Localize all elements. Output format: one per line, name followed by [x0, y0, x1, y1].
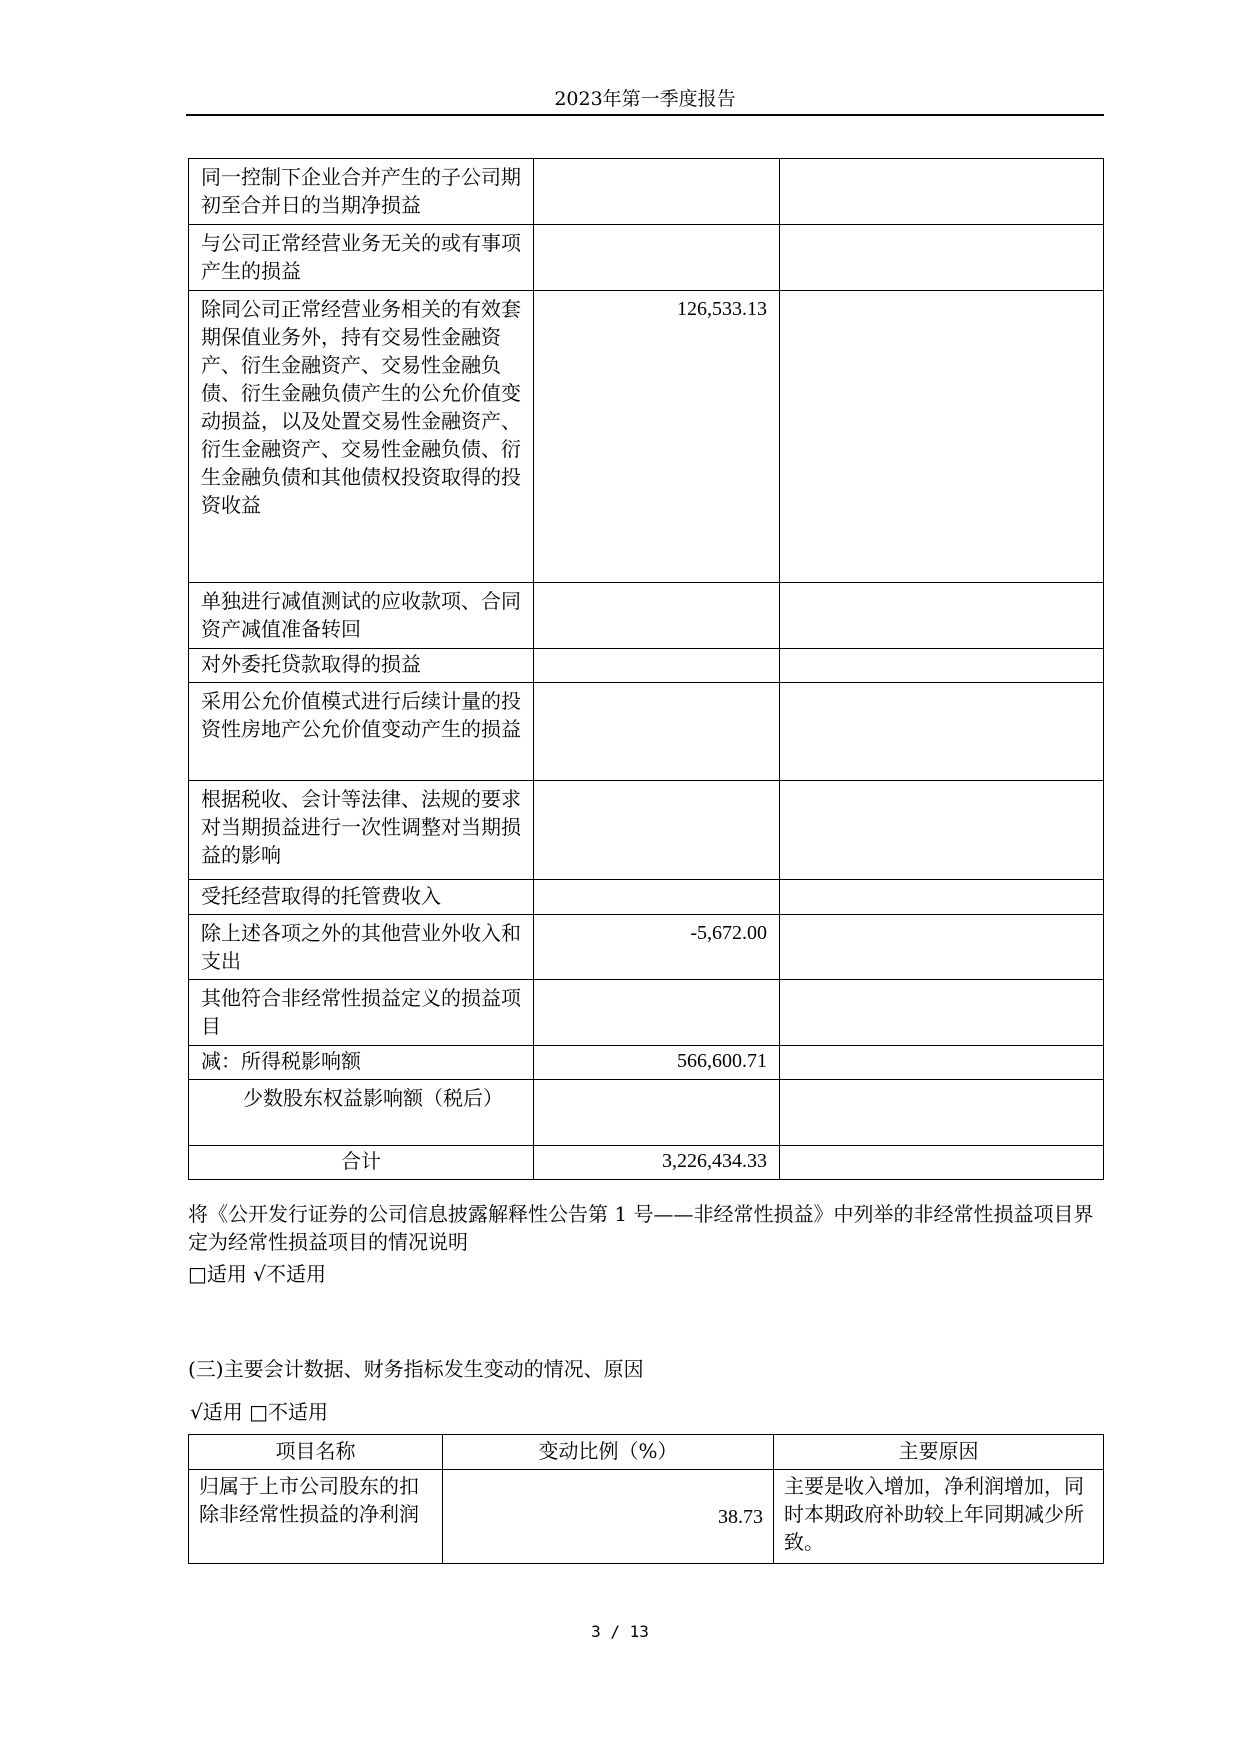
item-cell: 少数股东权益影响额（税后） — [189, 1080, 534, 1146]
note-cell — [780, 1080, 1104, 1146]
section-heading: (三)主要会计数据、财务指标发生变动的情况、原因 — [188, 1357, 644, 1381]
amount-cell — [534, 880, 780, 915]
item-cell: 除同公司正常经营业务相关的有效套期保值业务外，持有交易性金融资产、衍生金融资产、交易性金融负债、衍生金融负债产生的公允价值变动损益，以及处置交易性金融资产、衍生金融资产、交易性金融负债、衍生金融负债和其他债权投资取得的投资收益 — [189, 291, 534, 583]
change-reason-table — [188, 1434, 1104, 1564]
item-cell: 对外委托贷款取得的损益 — [189, 649, 534, 683]
table-row-total — [189, 1146, 1104, 1180]
amount-cell — [534, 159, 780, 225]
item-cell: 受托经营取得的托管费收入 — [189, 880, 534, 915]
table-row — [189, 915, 1104, 980]
amount-cell — [534, 583, 780, 649]
table-row — [189, 159, 1104, 225]
table-row — [189, 1046, 1104, 1080]
note-cell — [780, 880, 1104, 915]
page-header-title: 2023年第一季度报告 — [554, 88, 736, 110]
note-cell — [780, 649, 1104, 683]
note-cell — [780, 1146, 1104, 1180]
non-recurring-gains-table — [188, 158, 1104, 1180]
table-header-row — [189, 1435, 1104, 1470]
applicability-section3: √适用 □不适用 — [190, 1400, 328, 1424]
note-cell — [780, 915, 1104, 980]
table-row — [189, 1080, 1104, 1146]
table-row — [189, 1470, 1104, 1564]
item-cell: 采用公允价值模式进行后续计量的投资性房地产公允价值变动产生的损益 — [189, 683, 534, 781]
column-header: 项目名称 — [189, 1435, 443, 1470]
total-label-cell: 合计 — [189, 1146, 534, 1180]
item-cell: 单独进行减值测试的应收款项、合同资产减值准备转回 — [189, 583, 534, 649]
item-cell: 减：所得税影响额 — [189, 1046, 534, 1080]
table-row — [189, 683, 1104, 781]
item-cell: 与公司正常经营业务无关的或有事项产生的损益 — [189, 225, 534, 291]
ratio-cell: 38.73 — [443, 1470, 774, 1564]
amount-cell: 566,600.71 — [534, 1046, 780, 1080]
classification-note: 将《公开发行证券的公司信息披露解释性公告第 1 号——非经常性损益》中列举的非经常性损益项目界定为经常性损益项目的情况说明 — [188, 1202, 1094, 1254]
amount-cell — [534, 649, 780, 683]
page-number: 3 / 13 — [591, 1622, 649, 1641]
amount-cell — [534, 1080, 780, 1146]
table-row — [189, 291, 1104, 583]
column-header: 变动比例（%） — [443, 1435, 774, 1470]
note-cell — [780, 781, 1104, 880]
column-header: 主要原因 — [774, 1435, 1104, 1470]
note-cell — [780, 225, 1104, 291]
table-row — [189, 225, 1104, 291]
item-name-cell: 归属于上市公司股东的扣除非经常性损益的净利润 — [189, 1470, 443, 1564]
item-cell: 根据税收、会计等法律、法规的要求对当期损益进行一次性调整对当期损益的影响 — [189, 781, 534, 880]
table-row — [189, 583, 1104, 649]
item-cell: 同一控制下企业合并产生的子公司期初至合并日的当期净损益 — [189, 159, 534, 225]
amount-cell — [534, 225, 780, 291]
note-cell — [780, 1046, 1104, 1080]
header-rule — [186, 114, 1104, 116]
note-cell — [780, 291, 1104, 583]
note-cell — [780, 583, 1104, 649]
table-row — [189, 781, 1104, 880]
table-row — [189, 880, 1104, 915]
table-row — [189, 649, 1104, 683]
total-amount-cell: 3,226,434.33 — [534, 1146, 780, 1180]
amount-cell — [534, 781, 780, 880]
note-cell — [780, 683, 1104, 781]
item-cell: 其他符合非经常性损益定义的损益项目 — [189, 980, 534, 1046]
applicability-note: □适用 √不适用 — [188, 1262, 326, 1286]
item-cell: 除上述各项之外的其他营业外收入和支出 — [189, 915, 534, 980]
amount-cell: -5,672.00 — [534, 915, 780, 980]
amount-cell: 126,533.13 — [534, 291, 780, 583]
note-cell — [780, 159, 1104, 225]
amount-cell — [534, 980, 780, 1046]
table-row — [189, 980, 1104, 1046]
amount-cell — [534, 683, 780, 781]
reason-cell: 主要是收入增加，净利润增加，同时本期政府补助较上年同期减少所致。 — [774, 1470, 1104, 1564]
note-cell — [780, 980, 1104, 1046]
